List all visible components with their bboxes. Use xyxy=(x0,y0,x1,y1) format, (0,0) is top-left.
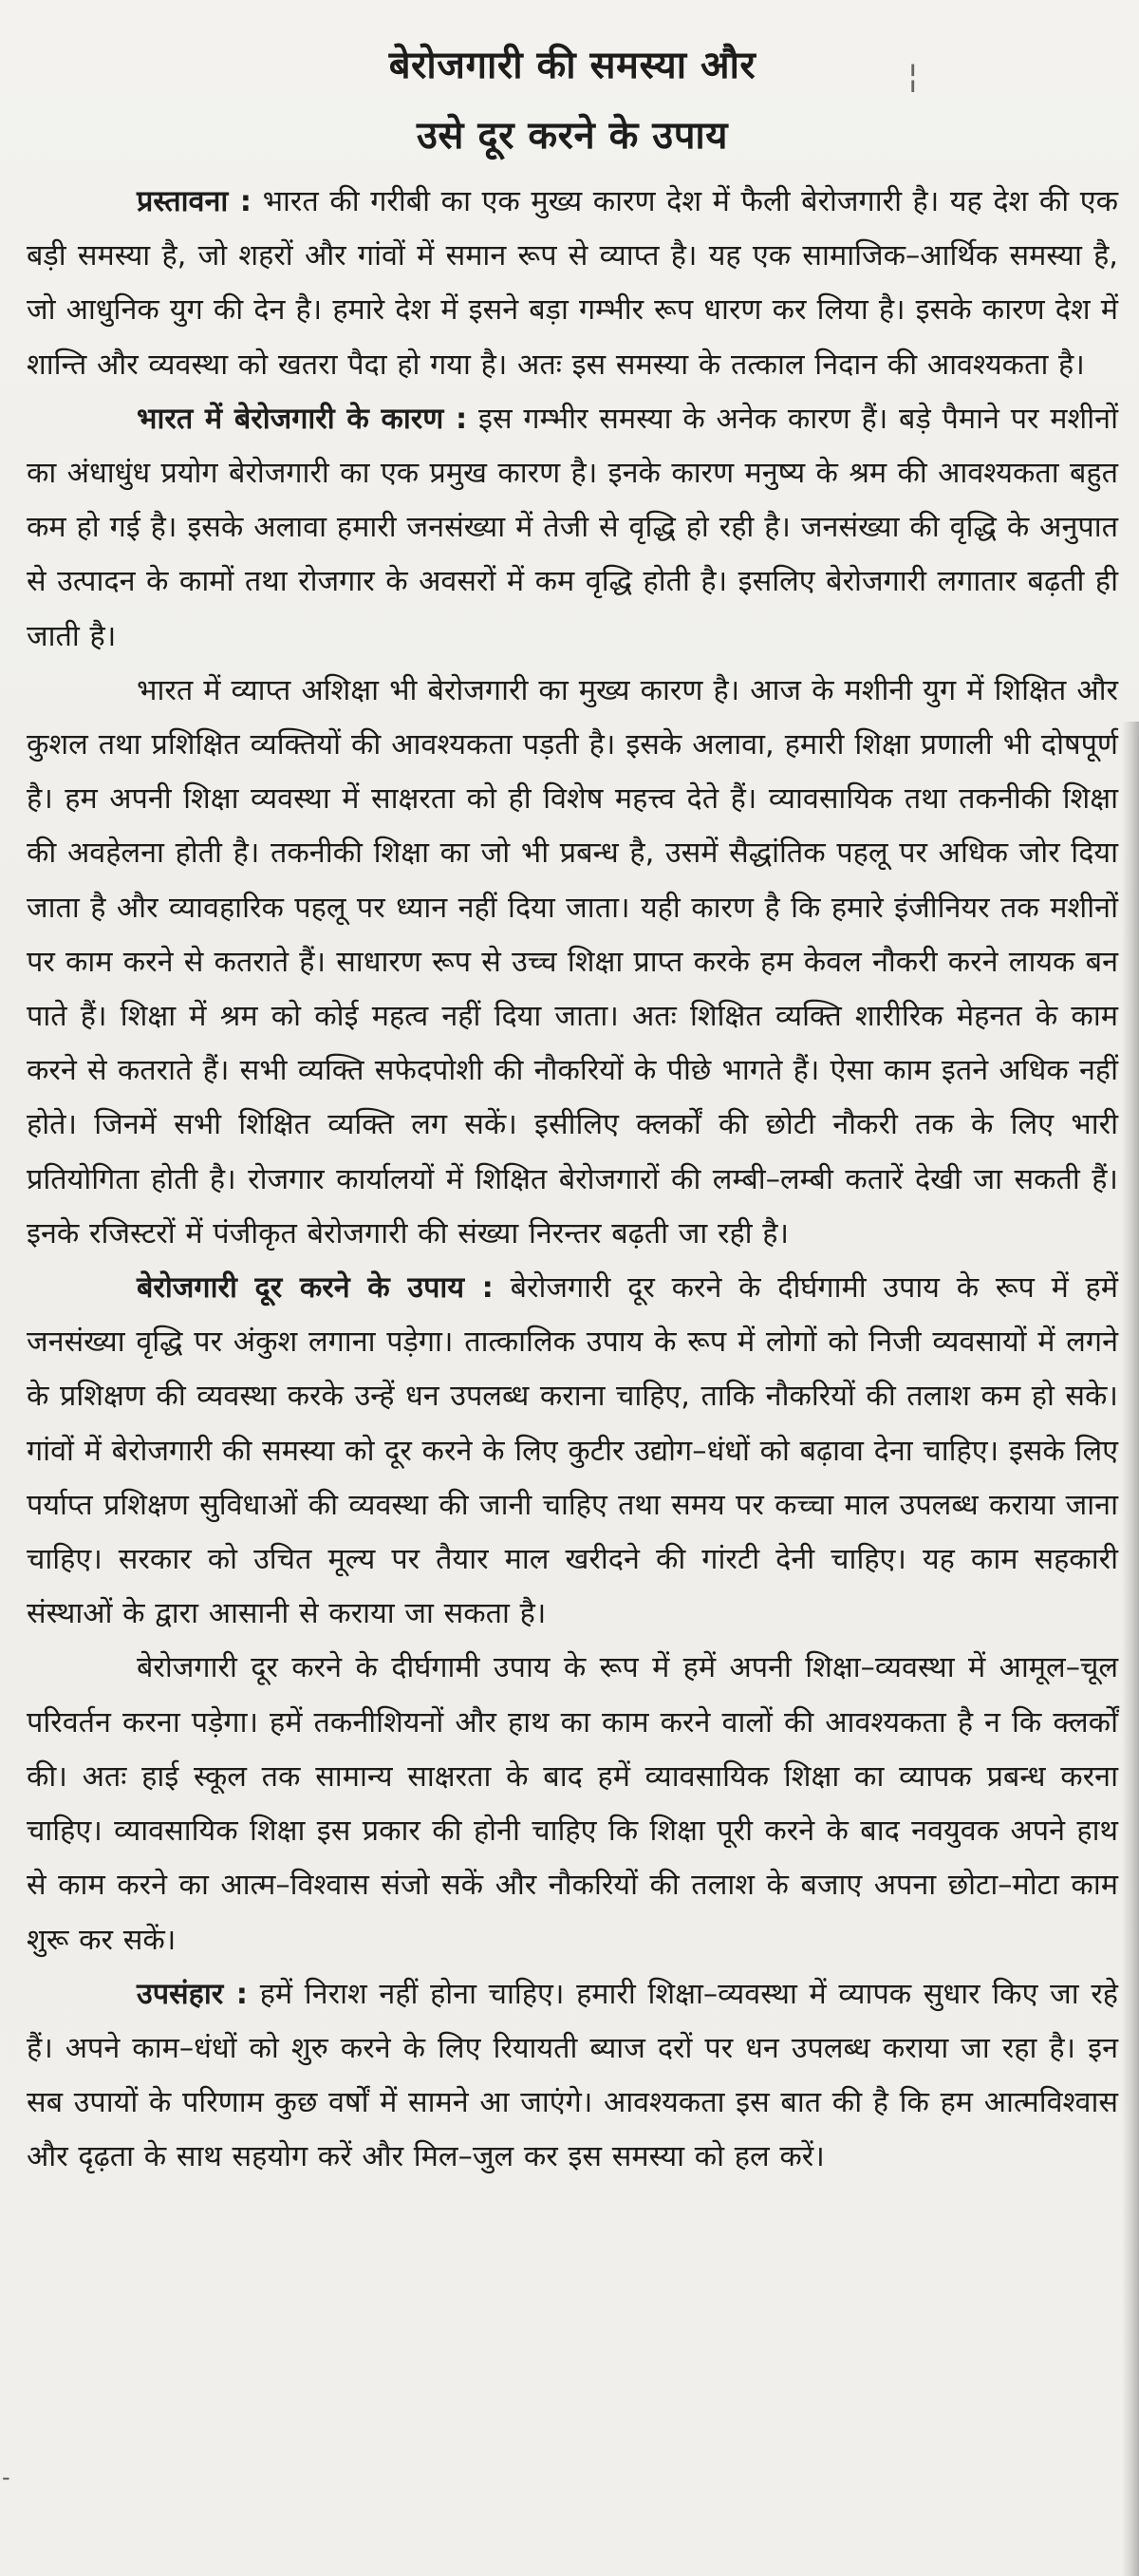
paragraph-text: बेरोजगारी दूर करने के दीर्घगामी उपाय के रूप में हमें अपनी शिक्षा–व्यवस्था में आमूल–चूल परिवर्तन करना पड़ेगा। हमें तकनीशियनों और हाथ का काम करने वालों की आवश्यकता है न कि क्लर्कों की। अतः हाई स्कूल तक सामान्य साक्षरता के बाद हमें व्यावसायिक शिक्षा का व्यापक प्रबन्ध करना चाहिए। व्यावसायिक शिक्षा इस प्रकार की होनी चाहिए कि शिक्षा पूरी करने के बाद नवयुवक अपने हाथ से काम करने का आत्म–विश्वास संजो सकें और नौकरियों की तलाश के बजाए अपना छोटा–मोटा काम शुरू कर सकें। xyxy=(27,1651,1118,1957)
paragraph-text: भारत में व्याप्त अशिक्षा भी बेरोजगारी का मुख्य कारण है। आज के मशीनी युग में शिक्षित और कुशल तथा प्रशिक्षित व्यक्तियों की आवश्यकता पड़ती है। इसके अलावा, हमारी शिक्षा प्रणाली भी दोषपूर्ण है। हम अपनी शिक्षा व्यवस्था में साक्षरता को ही विशेष महत्त्व देते हैं। व्यावसायिक तथा तकनीकी शिक्षा की अवहेलना होती है। तकनीकी शिक्षा का जो भी प्रबन्ध है, उसमें सैद्धांतिक पहलू पर अधिक जोर दिया जाता है और व्यावहारिक पहलू पर ध्यान नहीं दिया जाता। यही कारण है कि हमारे इंजीनियर तक मशीनों पर काम करने से कतराते हैं। साधारण रूप से उच्च शिक्षा प्राप्त करके हम केवल नौकरी करने लायक बन पाते हैं। शिक्षा में श्रम को कोई महत्व नहीं दिया जाता। अतः शिक्षित व्यक्ति शारीरिक मेहनत के काम करने से कतराते हैं। सभी व्यक्ति सफेदपोशी की नौकरियों के पीछे भागते हैं। ऐसा काम इतने अधिक नहीं होते। जिनमें सभी शिक्षित व्यक्ति लग सकें। इसीलिए क्लर्कों की छोटी नौकरी तक के लिए भारी प्रतियोगिता होती है। रोजगार कार्यालयों में शिक्षित बेरोजगारों की लम्बी–लम्बी कतारें देखी जा सकती हैं। इनके रजिस्टरों में पंजीकृत बेरोजगारी की संख्या निरन्तर बढ़ती जा रही है। xyxy=(27,673,1118,1250)
paragraph-text: भारत की गरीबी का एक मुख्य कारण देश में फैली बेरोजगारी है। यह देश की एक बड़ी समस्या है, जो शहरों और गांवों में समान रूप से व्याप्त है। यह एक सामाजिक–आर्थिक समस्या है, जो आधुनिक युग की देन है। हमारे देश में इसने बड़ा गम्भीर रूप धारण कर लिया है। इसके कारण देश में शान्ति और व्यवस्था को खतरा पैदा हो गया है। अतः इस समस्या के तत्काल निदान की आवश्यकता है। xyxy=(27,185,1119,382)
scan-mark: ¦ xyxy=(907,57,919,95)
paragraph-conclusion xyxy=(27,1967,1118,2185)
paragraph-illiteracy xyxy=(27,664,1118,1261)
title-line-2: उसे दूर करने के उपाय xyxy=(417,114,728,158)
paragraph-education-reform xyxy=(27,1641,1118,1966)
paragraph-heading: बेरोजगारी दूर करने के उपाय : xyxy=(137,1271,494,1306)
margin-mark: - xyxy=(2,2464,10,2491)
paragraph-text: इस गम्भीर समस्या के अनेक कारण हैं। बड़े पैमाने पर मशीनों का अंधाधुंध प्रयोग बेरोजगारी का एक प्रमुख कारण है। इनके कारण मनुष्य के श्रम की आवश्यकता बहुत कम हो गई है। इसके अलावा हमारी जनसंख्या में तेजी से वृद्धि हो रही है। जनसंख्या की वृद्धि के अनुपात से उत्पादन के कामों तथा रोजगार के अवसरों में कम वृद्धि होती है। इसलिए बेरोजगारी लगातार बढ़ती ही जाती है। xyxy=(27,402,1118,653)
title-line-1: बेरोजगारी की समस्या और xyxy=(388,44,756,87)
paragraph-introduction xyxy=(27,175,1118,392)
paragraph-heading: भारत में बेरोजगारी के कारण : xyxy=(137,402,468,436)
paragraph-remedies xyxy=(27,1261,1118,1641)
document-title xyxy=(27,30,1118,171)
paragraph-text: बेरोजगारी दूर करने के दीर्घगामी उपाय के रूप में हमें जनसंख्या वृद्धि पर अंकुश लगाना पड़ेगा। तात्कालिक उपाय के रूप में लोगों को निजी व्यवसायों में लगने के प्रशिक्षण की व्यवस्था करके उन्हें धन उपलब्ध कराना चाहिए, ताकि नौकरियों की तलाश कम हो सके। गांवों में बेरोजगारी की समस्या को दूर करने के लिए कुटीर उद्योग–धंधों को बढ़ावा देना चाहिए। इसके लिए पर्याप्त प्रशिक्षण सुविधाओं की व्यवस्था की जानी चाहिए तथा समय पर कच्चा माल उपलब्ध कराया जाना चाहिए। सरकार को उचित मूल्य पर तैयार माल खरीदने की गांरटी देनी चाहिए। यह काम सहकारी संस्थाओं के द्वारा आसानी से कराया जा सकता है। xyxy=(27,1271,1118,1631)
paragraph-causes xyxy=(27,392,1118,664)
paragraph-heading: उपसंहार : xyxy=(137,1977,249,2011)
paragraph-heading: प्रस्तावना : xyxy=(137,185,252,218)
scan-edge-shadow xyxy=(1122,722,1139,2576)
paragraph-text: हमें निराश नहीं होना चाहिए। हमारी शिक्षा–व्यवस्था में व्यापक सुधार किए जा रहे हैं। अपने काम–धंधों को शुरु करने के लिए रियायती ब्याज दरों पर धन उपलब्ध कराया जा रहा है। इन सब उपायों के परिणाम कुछ वर्षों में सामने आ जाएंगे। आवश्यकता इस बात की है कि हम आत्मविश्वास और दृढ़ता के साथ सहयोग करें और मिल–जुल कर इस समस्या को हल करें। xyxy=(27,1977,1118,2174)
